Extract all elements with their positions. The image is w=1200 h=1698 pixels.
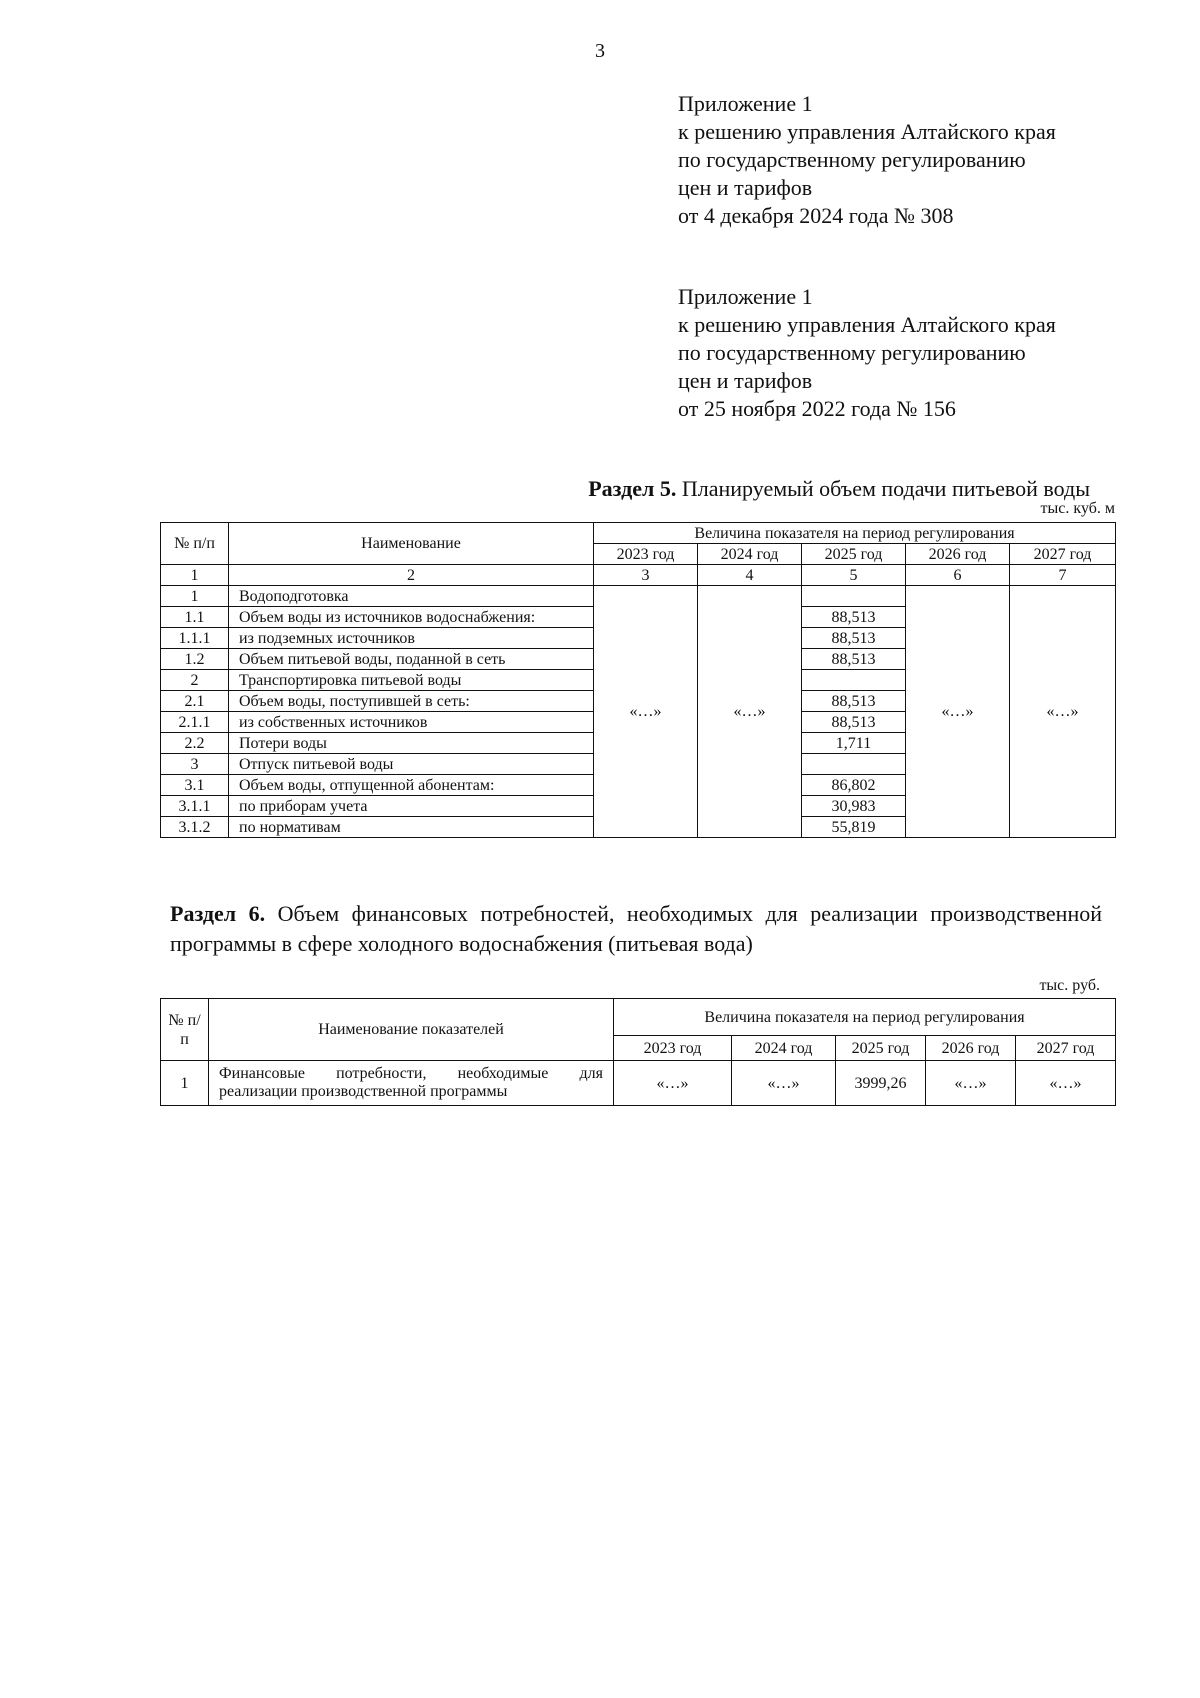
appendix-line: от 25 ноября 2022 года № 156 [678, 396, 956, 421]
appendix-header-current [678, 90, 1056, 230]
col-number: 1 [161, 565, 229, 586]
row-value-2027: «…» [1016, 1061, 1116, 1106]
col-header-year: 2024 год [732, 1036, 836, 1061]
row-value-2025 [802, 586, 906, 607]
section5-title-text: Планируемый объем подачи питьевой воды [676, 476, 1090, 501]
appendix-line: по государственному регулированию [678, 340, 1026, 365]
col-number: 2 [229, 565, 594, 586]
row-num: 2 [161, 670, 229, 691]
row-num: 1.1.1 [161, 628, 229, 649]
merged-value-2026: «…» [906, 586, 1010, 838]
row-num: 2.1 [161, 691, 229, 712]
row-name: Объем воды из источников водоснабжения: [229, 607, 594, 628]
row-name: из подземных источников [229, 628, 594, 649]
appendix-line: от 4 декабря 2024 года № 308 [678, 203, 954, 228]
row-value-2025: 88,513 [802, 649, 906, 670]
row-name: Объем воды, поступившей в сеть: [229, 691, 594, 712]
row-name: Потери воды [229, 733, 594, 754]
merged-value-2024: «…» [698, 586, 802, 838]
page-number: 3 [595, 40, 605, 62]
row-value-2025: 88,513 [802, 607, 906, 628]
row-name: Объем воды, отпущенной абонентам: [229, 775, 594, 796]
row-name: по нормативам [229, 817, 594, 838]
col-header-year: 2026 год [926, 1036, 1016, 1061]
col-header-period: Величина показателя на период регулирования [594, 523, 1116, 544]
row-value-2025: 55,819 [802, 817, 906, 838]
row-value-2025: 88,513 [802, 691, 906, 712]
merged-value-2023: «…» [594, 586, 698, 838]
appendix-line: Приложение 1 [678, 284, 813, 309]
row-value-2025: 1,711 [802, 733, 906, 754]
col-header-name: Наименование показателей [209, 999, 614, 1061]
col-header-year: 2027 год [1010, 544, 1116, 565]
row-num: 1 [161, 586, 229, 607]
section5-table [160, 522, 1116, 838]
row-value-2025 [802, 670, 906, 691]
col-header-year: 2023 год [594, 544, 698, 565]
row-value-2024: «…» [732, 1061, 836, 1106]
section6-table [160, 998, 1116, 1106]
row-name: Объем питьевой воды, поданной в сеть [229, 649, 594, 670]
col-header-year: 2023 год [614, 1036, 732, 1061]
section5-title-label: Раздел 5. [588, 476, 677, 501]
row-num: 1 [161, 1061, 209, 1106]
row-num: 1.2 [161, 649, 229, 670]
col-header-num: № п/п [161, 523, 229, 565]
section5-unit: тыс. куб. м [1040, 500, 1115, 517]
appendix-header-previous [678, 283, 1056, 423]
col-number: 5 [802, 565, 906, 586]
row-name: из собственных источников [229, 712, 594, 733]
table-row [161, 1061, 1116, 1106]
appendix-line: Приложение 1 [678, 91, 813, 116]
appendix-line: к решению управления Алтайского края [678, 119, 1056, 144]
col-header-period: Величина показателя на период регулирования [614, 999, 1116, 1036]
row-value-2023: «…» [614, 1061, 732, 1106]
col-header-year: 2027 год [1016, 1036, 1116, 1061]
col-header-year: 2026 год [906, 544, 1010, 565]
col-number: 4 [698, 565, 802, 586]
row-name: Водоподготовка [229, 586, 594, 607]
col-number: 7 [1010, 565, 1116, 586]
row-value-2025: 88,513 [802, 712, 906, 733]
row-num: 2.1.1 [161, 712, 229, 733]
appendix-line: цен и тарифов [678, 175, 813, 200]
col-header-year: 2025 год [836, 1036, 926, 1061]
col-number: 3 [594, 565, 698, 586]
col-header-name: Наименование [229, 523, 594, 565]
row-num: 3.1.1 [161, 796, 229, 817]
row-num: 3.1.2 [161, 817, 229, 838]
row-value-2025: 86,802 [802, 775, 906, 796]
table-row [161, 586, 1116, 607]
row-name: Транспортировка питьевой воды [229, 670, 594, 691]
section6-unit: тыс. руб. [1039, 977, 1100, 994]
section6-title [170, 899, 1102, 959]
col-header-year: 2025 год [802, 544, 906, 565]
col-header-year: 2024 год [698, 544, 802, 565]
row-value-2026: «…» [926, 1061, 1016, 1106]
section6-title-text: Объем финансовых потребностей, необходимых для реализации производственной программы в сфере холодного водоснабжения (питьевая вода) [170, 901, 1102, 956]
row-name: Финансовые потребности, необходимые для реализации производственной программы [209, 1061, 614, 1106]
row-num: 1.1 [161, 607, 229, 628]
section5-title [0, 474, 1090, 504]
col-header-num: № п/п [161, 999, 209, 1061]
appendix-line: цен и тарифов [678, 368, 813, 393]
section6-title-label: Раздел 6. [170, 901, 266, 926]
merged-value-2027: «…» [1010, 586, 1116, 838]
row-value-2025 [802, 754, 906, 775]
row-num: 3.1 [161, 775, 229, 796]
row-value-2025: 88,513 [802, 628, 906, 649]
appendix-line: к решению управления Алтайского края [678, 312, 1056, 337]
row-num: 3 [161, 754, 229, 775]
row-num: 2.2 [161, 733, 229, 754]
col-number: 6 [906, 565, 1010, 586]
row-value-2025: 3999,26 [836, 1061, 926, 1106]
appendix-line: по государственному регулированию [678, 147, 1026, 172]
row-value-2025: 30,983 [802, 796, 906, 817]
row-name: по приборам учета [229, 796, 594, 817]
row-name: Отпуск питьевой воды [229, 754, 594, 775]
